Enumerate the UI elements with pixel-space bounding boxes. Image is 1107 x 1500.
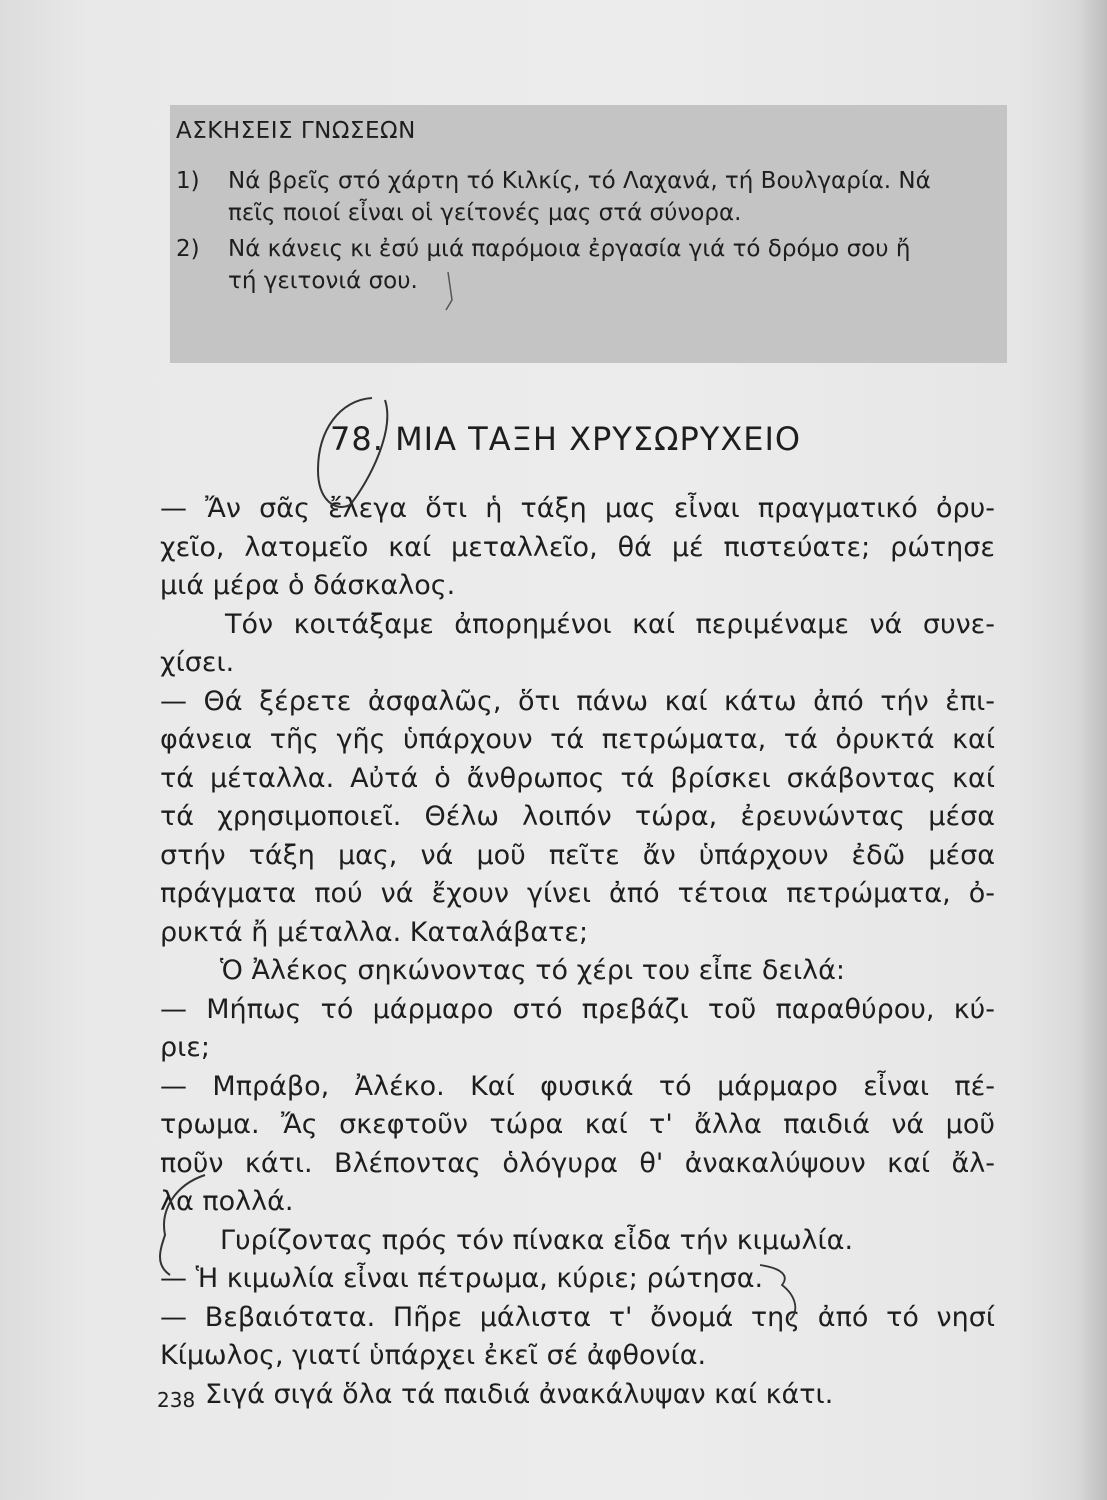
exercise-text-line: Νά κάνεις κι ἐσύ μιά παρόμοια ἐργασία γιά τό δρόμο σου ἤ xyxy=(228,236,911,262)
body-line: — Ἡ κιμωλία εἶναι πέτρωμα, κύριε; ρώτησα. xyxy=(160,1263,764,1294)
body-line: Ὁ Ἀλέκος σηκώνοντας τό χέρι του εἶπε δειλά: xyxy=(220,955,845,986)
pencil-check-mark xyxy=(446,272,452,310)
pencil-bracket-mark xyxy=(160,1175,205,1275)
body-line: χεῖο, λατομεῖο καί μεταλλεῖο, θά μέ πιστεύατε; ρώτησε xyxy=(160,531,995,563)
body-line: χίσει. xyxy=(160,647,235,678)
body-line: λα πολλά. xyxy=(160,1186,294,1217)
exercise-number: 1) xyxy=(176,168,200,194)
body-line: Σιγά σιγά ὅλα τά παιδιά ἀνακάλυψαν καί κάτι. xyxy=(205,1378,834,1410)
body-line: ριε; xyxy=(160,1032,210,1063)
exercises-title: ΑΣΚΗΣΕΙΣ ΓΝΩΣΕΩΝ xyxy=(176,118,416,144)
pencil-circle-mark xyxy=(318,398,387,507)
body-line: στήν τάξη μας, νά μοῦ πεῖτε ἄν ὑπάρχουν ἐδῶ μέσα xyxy=(160,839,995,871)
exercise-text-line: Νά βρεῖς στό χάρτη τό Κιλκίς, τό Λαχανά, τή Βουλγαρία. Νά xyxy=(228,168,931,194)
body-line: μιά μέρα ὁ δάσκαλος. xyxy=(160,570,456,601)
body-line: — Μπράβο, Ἀλέκο. Καί φυσικά τό μάρμαρο εἶναι πέ- xyxy=(160,1070,995,1102)
body-line: φάνεια τῆς γῆς ὑπάρχουν τά πετρώματα, τά ὀρυκτά καί xyxy=(160,724,995,755)
body-line: Τόν κοιτάξαμε ἀπορημένοι καί περιμέναμε νά συνε- xyxy=(225,608,995,640)
lesson-title: 78. ΜΙΑ ΤΑΞΗ ΧΡΥΣΩΡΥΧΕΙΟ xyxy=(330,420,802,458)
body-line: Κίμωλος, γιατί ὑπάρχει ἐκεῖ σέ ἀφθονία. xyxy=(160,1340,707,1371)
body-line: πράγματα πού νά ἔχουν γίνει ἀπό τέτοια πετρώματα, ὀ- xyxy=(160,878,995,909)
page-number: 238 xyxy=(157,1388,196,1412)
body-line: — Βεβαιότατα. Πῆρε μάλιστα τ' ὄνομά της ἀπό τό νησί xyxy=(160,1301,995,1333)
body-line: τά μέταλλα. Αὐτά ὁ ἄνθρωπος τά βρίσκει σκάβοντας καί xyxy=(160,762,995,794)
exercise-number: 2) xyxy=(176,236,200,262)
body-line: Γυρίζοντας πρός τόν πίνακα εἶδα τήν κιμωλία. xyxy=(220,1224,854,1256)
body-line: ρυκτά ἤ μέταλλα. Καταλάβατε; xyxy=(160,916,589,948)
body-line: τρωμα. Ἄς σκεφτοῦν τώρα καί τ' ἄλλα παιδιά νά μοῦ xyxy=(160,1109,995,1140)
body-line: — Θά ξέρετε ἀσφαλῶς, ὅτι πάνω καί κάτω ἀπό τήν ἐπι- xyxy=(160,685,995,717)
exercise-text-line: τή γειτονιά σου. xyxy=(228,268,418,294)
body-line: τά χρησιμοποιεῖ. Θέλω λοιπόν τώρα, ἐρευνώντας μέσα xyxy=(160,801,995,832)
body-line: — Μήπως τό μάρμαρο στό πρεβάζι τοῦ παραθύρου, κύ- xyxy=(160,993,995,1025)
body-line: — Ἄν σᾶς ἔλεγα ὅτι ἡ τάξη μας εἶναι πραγματικό ὀρυ- xyxy=(160,493,995,524)
pencil-underline-mark xyxy=(760,1265,795,1320)
body-line: ποῦν κάτι. Βλέποντας ὁλόγυρα θ' ἀνακαλύψουν καί ἄλ- xyxy=(160,1147,995,1179)
exercise-text-line: πεῖς ποιοί εἶναι οἱ γείτονές μας στά σύνορα. xyxy=(228,200,742,226)
